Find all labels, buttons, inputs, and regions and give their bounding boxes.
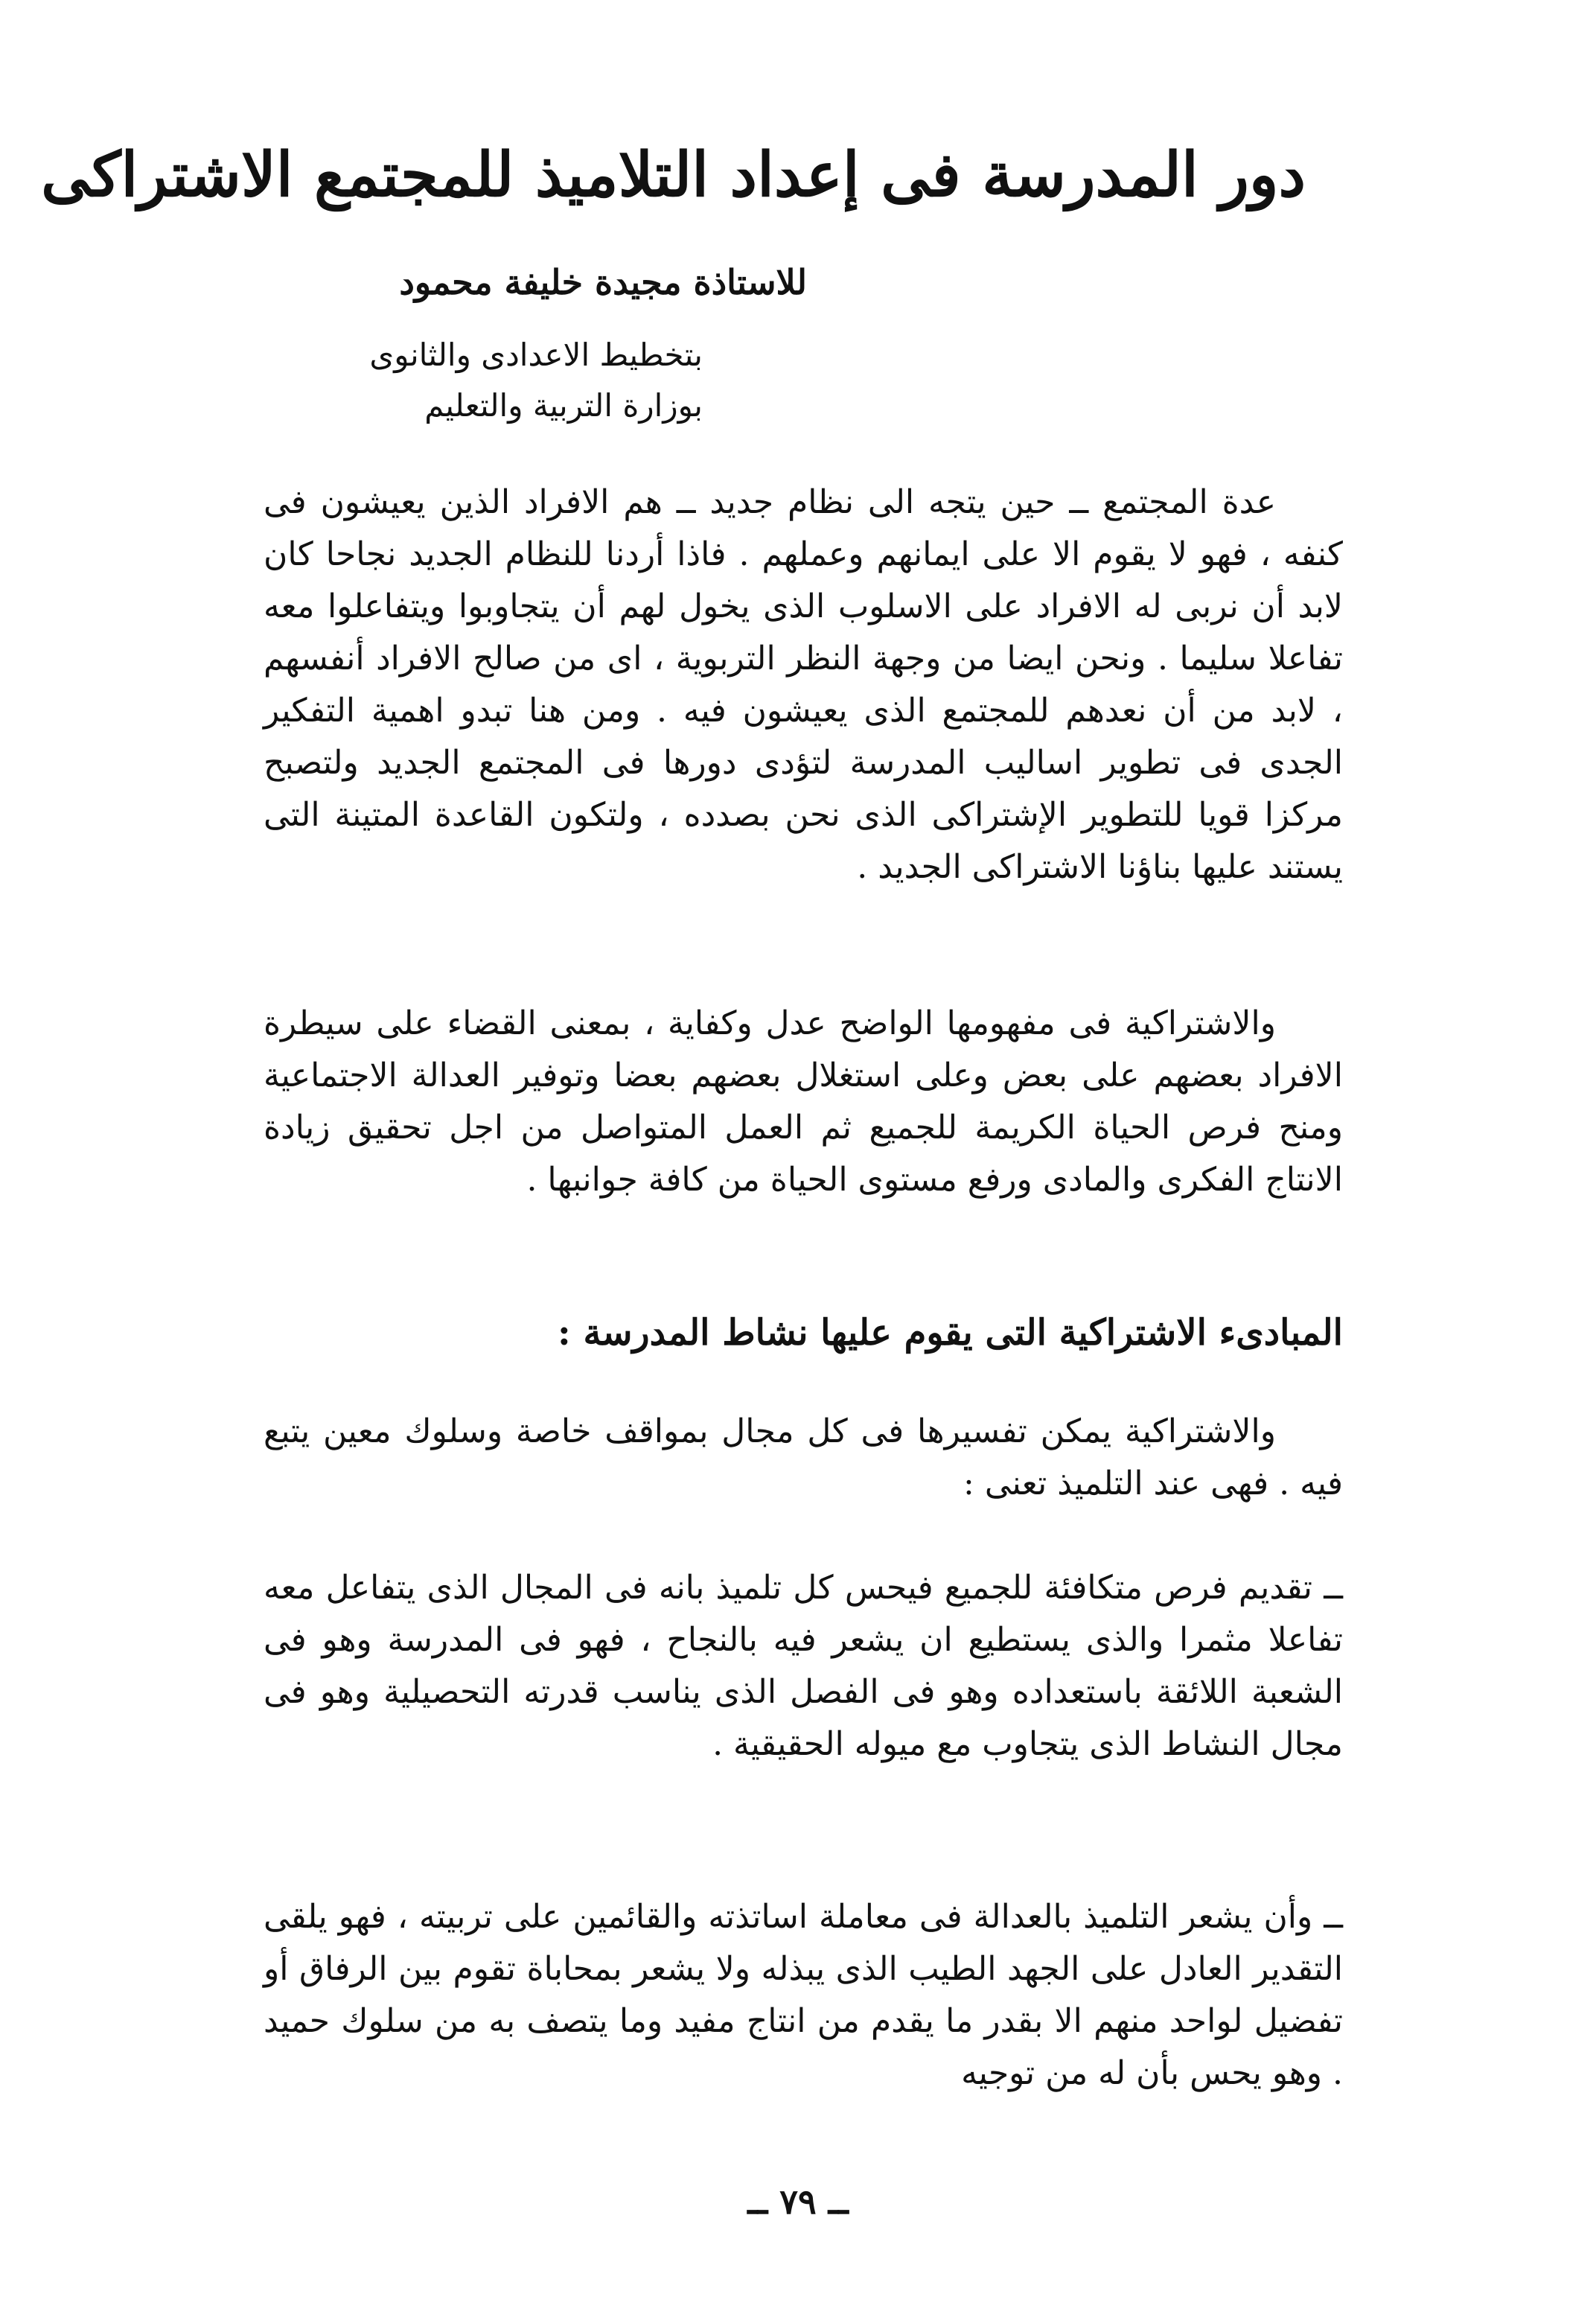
paragraph-4-text: ــ تقديم فرص متكافئة للجميع فيحس كل تلميذ بانه فى المجال الذى يتفاعل معه تفاعلا مثمرا والذى يستطيع ان يشعر فيه بالنجاح ، فهو فى المدرسة وهو فى الشعبة اللائقة باستعداده وهو فى الفصل الذى يناسب قدرته التحصيلية وهو فى مجال النشاط الذى يتجاوب مع ميوله الحقيقية . [264, 1569, 1343, 1763]
page-number: ــ ٧٩ ــ [747, 2182, 849, 2222]
article-title: دور المدرسة فى إعداد التلاميذ للمجتمع الاشتراكى [41, 139, 1306, 211]
paragraph-3-text: والاشتراكية يمكن تفسيرها فى كل مجال بمواقف خاصة وسلوك معين يتبع فيه . فهى عند التلميذ تعنى : [264, 1412, 1343, 1502]
section-heading: المبادىء الاشتراكية التى يقوم عليها نشاط المدرسة : [558, 1312, 1343, 1354]
paragraph-1 [264, 477, 1343, 893]
paragraph-5-text: ــ وأن يشعر التلميذ بالعدالة فى معاملة اساتذته والقائمين على تربيته ، فهو يلقى التقدير العادل على الجهد الطيب الذى يبذله ولا يشعر بمحاباة تقوم بين الرفاق أو تفضيل لواحد منهم الا بقدر ما يقدم من انتاج مفيد وما يتصف به من سلوك حميد . وهو يحس بأن له من توجيه [264, 1898, 1343, 2092]
paragraph-1-text: عدة المجتمع ــ حين يتجه الى نظام جديد ــ هم الافراد الذين يعيشون فى كنفه ، فهو لا يقوم الا على ايمانهم وعملهم . فاذا أردنا للنظام الجديد نجاحا كان لابد أن نربى له الافراد على الاسلوب الذى يخول لهم أن يتجاوبوا ويتفاعلوا معه تفاعلا سليما . ونحن ايضا من وجهة النظر التربوية ، اى من صالح الافراد أنفسهم ، لابد من أن نعدهم للمجتمع الذى يعيشون فيه . ومن هنا تبدو اهمية التفكير الجدى فى تطوير اساليب المدرسة لتؤدى دورها فى المجتمع الجديد ولتصبح مركزا قويا للتطوير الإشتراكى الذى نحن بصدده ، ولتكون القاعدة المتينة التى يستند عليها بناؤنا الاشتراكى الجديد . [264, 483, 1343, 886]
affiliation-line-1: بتخطيط الاعدادى والثانوى [369, 337, 703, 373]
affiliation-line-2: بوزارة التربية والتعليم [424, 387, 703, 424]
author-line: للاستاذة مجيدة خليفة محمود [399, 262, 807, 302]
paragraph-2 [264, 998, 1343, 1206]
paragraph-2-text: والاشتراكية فى مفهومها الواضح عدل وكفاية ، بمعنى القضاء على سيطرة الافراد بعضهم على بعض وعلى استغلال بعضهم بعضا وتوفير العدالة الاجتماعية ومنح فرص الحياة الكريمة للجميع ثم العمل المتواصل من اجل تحقيق زيادة الانتاج الفكرى والمادى ورفع مستوى الحياة من كافة جوانبها . [264, 1004, 1343, 1199]
paragraph-3 [264, 1406, 1343, 1510]
paragraph-5 [264, 1891, 1343, 2100]
paragraph-4 [264, 1562, 1343, 1771]
